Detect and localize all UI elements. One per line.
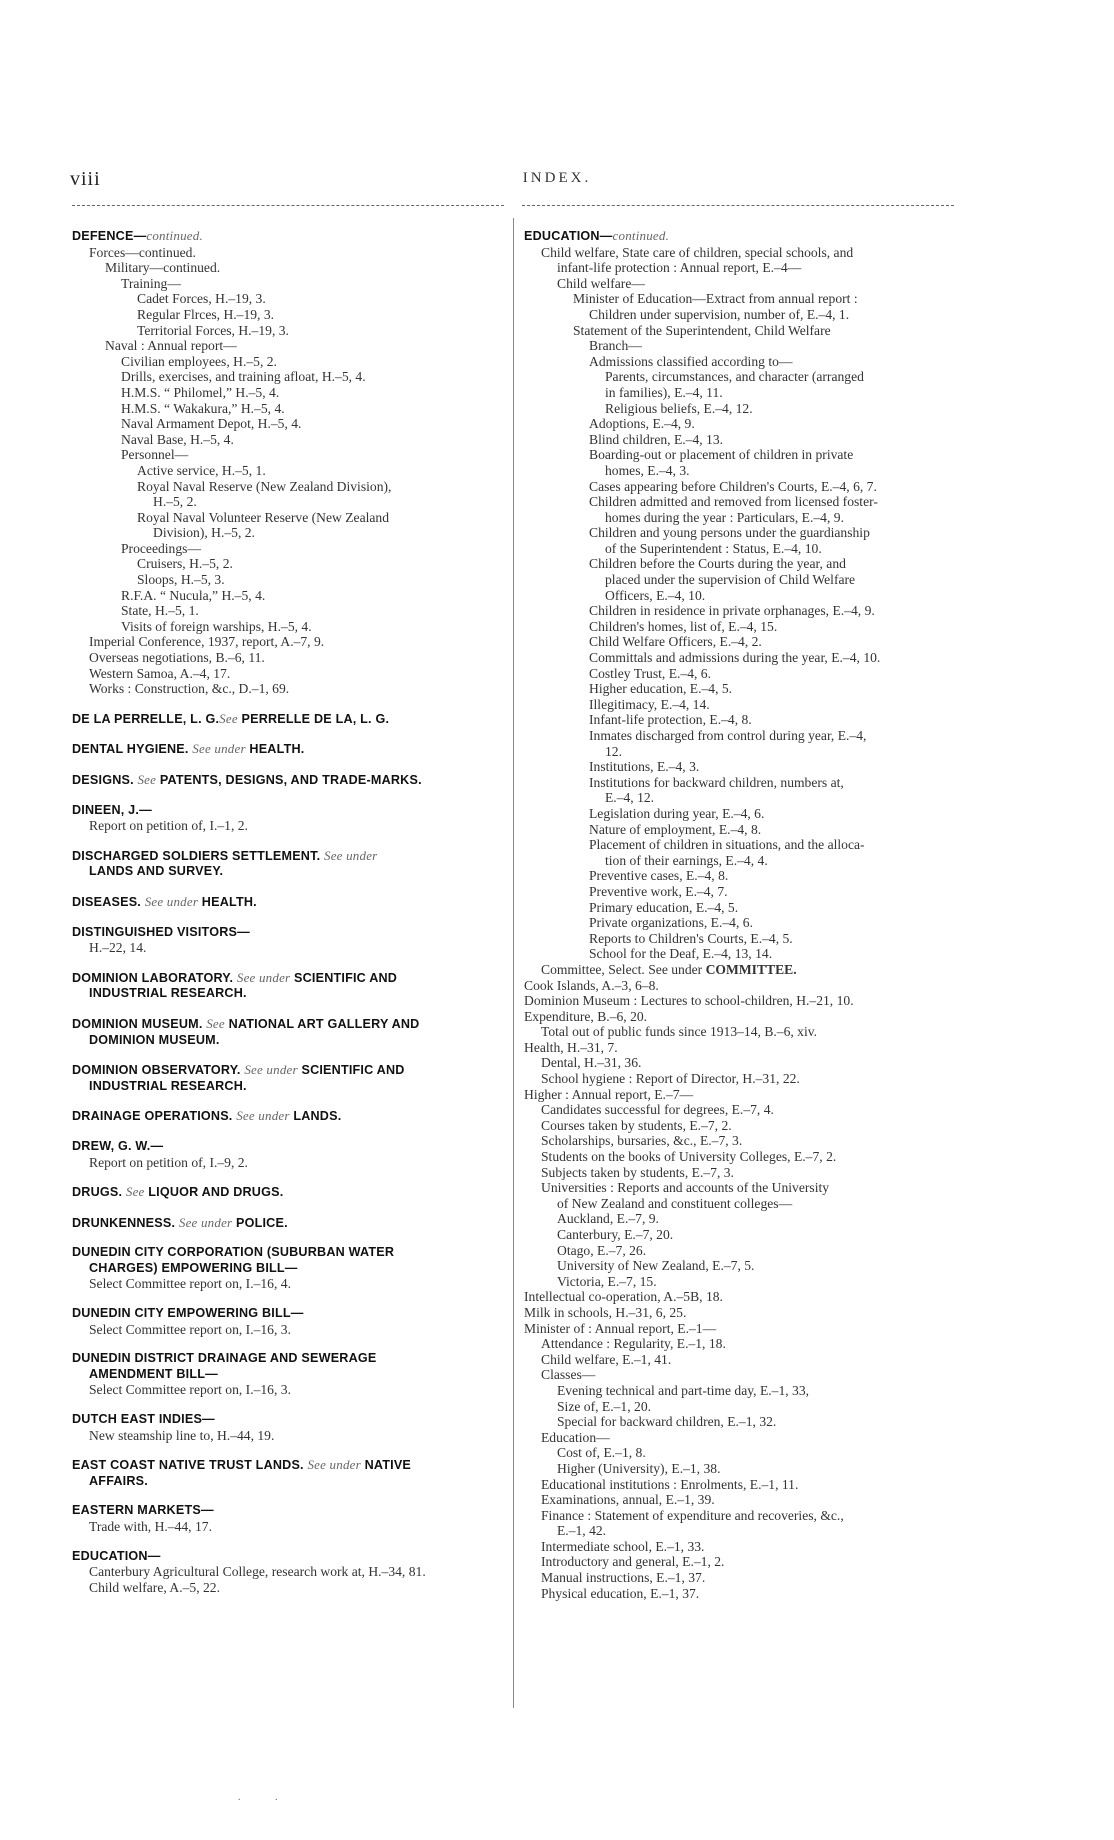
index-entry: Children before the Courts during the year, and [589, 556, 846, 572]
index-entry: Western Samoa, A.–4, 17. [89, 665, 231, 681]
index-entry: Candidates successful for degrees, E.–7, 4. [541, 1102, 774, 1118]
index-entry: Naval : Annual report— [105, 338, 237, 354]
index-entry: of New Zealand and constituent colleges— [557, 1195, 793, 1211]
index-heading: EDUCATION—continued. [524, 228, 670, 243]
index-entry: H.–5, 2. [153, 494, 197, 510]
index-entry: placed under the supervision of Child Welfare [605, 572, 856, 588]
index-entry: H.–22, 14. [89, 940, 147, 956]
index-entry: Overseas negotiations, B.–6, 11. [89, 650, 265, 666]
index-entry: Child Welfare Officers, E.–4, 2. [589, 634, 762, 650]
index-entry: tion of their earnings, E.–4, 4. [605, 852, 768, 868]
index-heading: LANDS AND SURVEY. [89, 864, 224, 879]
index-entry: Special for backward children, E.–1, 32. [557, 1414, 777, 1430]
index-entry: Regular Flrces, H.–19, 3. [137, 306, 275, 322]
index-entry: Blind children, E.–4, 13. [589, 431, 724, 447]
index-entry: Branch— [589, 338, 642, 354]
index-heading: DINEEN, J.— [72, 802, 152, 817]
index-entry: Introductory and general, E.–1, 2. [541, 1554, 725, 1570]
index-heading: DOMINION LABORATORY. See under SCIENTIFIC AND [72, 969, 398, 985]
index-entry: Attendance : Regularity, E.–1, 18. [541, 1336, 726, 1352]
index-entry: Minister of Education—Extract from annual report : [573, 291, 858, 307]
index-entry: Illegitimacy, E.–4, 14. [589, 696, 710, 712]
index-heading: DOMINION MUSEUM. See NATIONAL ART GALLERY AND [72, 1015, 420, 1031]
page-number: viii [70, 168, 101, 190]
index-entry: Children and young persons under the guardianship [589, 525, 870, 541]
index-entry: Scholarships, bursaries, &c., E.–7, 3. [541, 1133, 743, 1149]
index-entry: Placement of children in situations, and the alloca- [589, 837, 865, 853]
index-entry: Boarding-out or placement of children in private [589, 447, 854, 463]
index-entry: homes, E.–4, 3. [605, 462, 690, 478]
index-entry: Parents, circumstances, and character (arranged [605, 369, 864, 385]
index-entry: Officers, E.–4, 10. [605, 587, 706, 603]
index-entry: Institutions for backward children, numbers at, [589, 774, 844, 790]
index-entry: Minister of : Annual report, E.–1— [524, 1320, 717, 1336]
index-entry: Report on petition of, I.–9, 2. [89, 1154, 248, 1170]
index-entry: Select Committee report on, I.–16, 3. [89, 1321, 291, 1337]
index-entry: Admissions classified according to— [589, 353, 793, 369]
index-entry: Otago, E.–7, 26. [557, 1242, 647, 1258]
index-entry: Canterbury Agricultural College, research work at, H.–34, 81. [89, 1564, 426, 1580]
index-entry: Higher (University), E.–1, 38. [557, 1460, 721, 1476]
index-entry: Infant-life protection, E.–4, 8. [589, 712, 752, 728]
index-entry: Naval Armament Depot, H.–5, 4. [121, 416, 302, 432]
index-heading: DISEASES. See under HEALTH. [72, 893, 257, 909]
index-entry: Forces—continued. [89, 244, 196, 260]
index-entry: Examinations, annual, E.–1, 39. [541, 1492, 715, 1508]
index-entry: Evening technical and part-time day, E.–1, 33, [557, 1382, 810, 1398]
index-entry: Children's homes, list of, E.–4, 15. [589, 618, 778, 634]
index-entry: Training— [121, 275, 181, 291]
index-heading: DUTCH EAST INDIES— [72, 1412, 215, 1427]
index-entry: 12. [605, 743, 622, 759]
index-entry: Cost of, E.–1, 8. [557, 1445, 646, 1461]
index-entry: Civilian employees, H.–5, 2. [121, 353, 277, 369]
index-entry: Universities : Reports and accounts of the University [541, 1180, 830, 1196]
index-entry: Child welfare, A.–5, 22. [89, 1579, 221, 1595]
index-entry: Child welfare— [557, 275, 645, 291]
index-heading: DUNEDIN CITY CORPORATION (SUBURBAN WATER [72, 1245, 395, 1260]
index-entry: Naval Base, H.–5, 4. [121, 431, 234, 447]
index-heading: DE LA PERRELLE, L. G.See PERRELLE DE LA, L. G. [72, 710, 390, 726]
index-entry: Preventive work, E.–4, 7. [589, 883, 728, 899]
index-heading: DUNEDIN CITY EMPOWERING BILL— [72, 1306, 304, 1321]
index-heading: EAST COAST NATIVE TRUST LANDS. See under NATIVE [72, 1457, 412, 1473]
index-entry: School hygiene : Report of Director, H.–31, 22. [541, 1071, 800, 1087]
index-entry: Active service, H.–5, 1. [137, 462, 266, 478]
index-entry: Reports to Children's Courts, E.–4, 5. [589, 930, 793, 946]
index-entry: in families), E.–4, 11. [605, 384, 723, 400]
index-entry: Subjects taken by students, E.–7, 3. [541, 1164, 734, 1180]
index-entry: Children in residence in private orphanages, E.–4, 9. [589, 603, 875, 619]
page-footer-marks: . . [238, 1792, 294, 1803]
index-heading: DEFENCE—continued. [72, 228, 203, 243]
index-entry: Physical education, E.–1, 37. [541, 1585, 700, 1601]
index-heading: DISCHARGED SOLDIERS SETTLEMENT. See under [72, 847, 378, 863]
index-heading: INDUSTRIAL RESEARCH. [89, 1078, 247, 1093]
index-entry: Expenditure, B.–6, 20. [524, 1008, 648, 1024]
index-entry: Adoptions, E.–4, 9. [589, 416, 695, 432]
page-title: INDEX. [522, 170, 592, 186]
index-heading: DRUGS. See LIQUOR AND DRUGS. [72, 1184, 284, 1200]
index-entry: Children under supervision, number of, E.–4, 1. [589, 306, 850, 322]
index-heading: DESIGNS. See PATENTS, DESIGNS, AND TRADE-MARKS. [72, 772, 422, 787]
index-entry: Territorial Forces, H.–19, 3. [137, 322, 289, 338]
index-entry: H.M.S. “ Philomel,” H.–5, 4. [121, 384, 280, 400]
index-entry: Committee, Select. See under COMMITTEE. [541, 961, 797, 977]
index-entry: Royal Naval Volunteer Reserve (New Zealand [137, 509, 390, 525]
index-column-left [72, 228, 502, 1595]
index-entry: Trade with, H.–44, 17. [89, 1519, 212, 1534]
index-entry: R.F.A. “ Nucula,” H.–5, 4. [121, 587, 266, 603]
index-entry: Select Committee report on, I.–16, 3. [89, 1382, 291, 1398]
header-rule-left [72, 205, 504, 206]
index-entry: New steamship line to, H.–44, 19. [89, 1427, 275, 1443]
index-entry: Educational institutions : Enrolments, E.–1, 11. [541, 1476, 799, 1492]
index-entry: E.–1, 42. [557, 1523, 607, 1539]
index-entry: Primary education, E.–4, 5. [589, 899, 739, 915]
index-heading: DENTAL HYGIENE. See under HEALTH. [72, 741, 305, 757]
index-entry: Cases appearing before Children's Courts, E.–4, 6, 7. [589, 478, 877, 494]
index-entry: Size of, E.–1, 20. [557, 1398, 652, 1414]
index-entry: University of New Zealand, E.–7, 5. [557, 1258, 755, 1274]
index-entry: Military—continued. [105, 260, 221, 276]
index-entry: Cruisers, H.–5, 2. [137, 556, 233, 572]
column-divider [513, 218, 514, 1708]
index-entry: Manual instructions, E.–1, 37. [541, 1570, 706, 1586]
index-entry: Classes— [541, 1367, 596, 1383]
header-rule-right [522, 205, 954, 206]
index-entry: Higher education, E.–4, 5. [589, 681, 733, 697]
index-entry: Finance : Statement of expenditure and recoveries, &c., [541, 1507, 844, 1523]
index-entry: Nature of employment, E.–4, 8. [589, 821, 762, 837]
index-entry: Imperial Conference, 1937, report, A.–7, 9. [89, 634, 325, 650]
index-heading: DISTINGUISHED VISITORS— [72, 924, 250, 939]
index-heading: AMENDMENT BILL— [89, 1366, 218, 1381]
index-entry: H.M.S. “ Wakakura,” H.–5, 4. [121, 400, 285, 416]
index-entry: Royal Naval Reserve (New Zealand Division), [137, 478, 392, 494]
index-entry: Costley Trust, E.–4, 6. [589, 665, 711, 681]
index-entry: Preventive cases, E.–4, 8. [589, 868, 729, 884]
index-column-right [524, 228, 954, 1601]
index-heading: EASTERN MARKETS— [72, 1503, 214, 1518]
index-entry: Committals and admissions during the year, E.–4, 10. [589, 650, 881, 666]
index-heading: INDUSTRIAL RESEARCH. [89, 986, 247, 1001]
index-heading: DRAINAGE OPERATIONS. See under LANDS. [72, 1108, 342, 1124]
index-heading: DUNEDIN DISTRICT DRAINAGE AND SEWERAGE [72, 1351, 377, 1366]
index-entry: Auckland, E.–7, 9. [557, 1211, 659, 1227]
index-entry: Cook Islands, A.–3, 6–8. [524, 977, 659, 993]
index-entry: Milk in schools, H.–31, 6, 25. [524, 1304, 687, 1320]
index-entry: Victoria, E.–7, 15. [557, 1273, 657, 1289]
index-entry: Child welfare, State care of children, special schools, and [541, 244, 854, 260]
index-heading: DREW, G. W.— [72, 1138, 164, 1153]
index-entry: Intellectual co-operation, A.–5B, 18. [524, 1289, 723, 1305]
index-heading: DRUNKENNESS. See under POLICE. [72, 1214, 288, 1230]
index-entry: homes during the year : Particulars, E.–4, 9. [605, 509, 844, 525]
index-entry: School for the Deaf, E.–4, 13, 14. [589, 946, 773, 962]
index-entry: Proceedings— [121, 540, 202, 556]
index-entry: Personnel— [121, 447, 189, 463]
index-entry: Cadet Forces, H.–19, 3. [137, 291, 266, 307]
index-entry: Intermediate school, E.–1, 33. [541, 1538, 705, 1554]
index-heading: EDUCATION— [72, 1548, 161, 1563]
index-heading: CHARGES) EMPOWERING BILL— [89, 1260, 298, 1275]
index-entry: Courses taken by students, E.–7, 2. [541, 1117, 732, 1133]
index-entry: Canterbury, E.–7, 20. [557, 1227, 674, 1242]
index-entry: E.–4, 12. [605, 790, 655, 806]
index-entry: Visits of foreign warships, H.–5, 4. [121, 618, 312, 634]
index-entry: infant-life protection : Annual report, E.–4— [557, 260, 802, 276]
index-entry: Children admitted and removed from licensed foster- [589, 494, 878, 510]
index-entry: Inmates discharged from control during year, E.–4, [589, 728, 867, 743]
index-entry: Dominion Museum : Lectures to school-children, H.–21, 10. [524, 993, 854, 1009]
index-entry: Students on the books of University Colleges, E.–7, 2. [541, 1149, 837, 1165]
index-entry: Higher : Annual report, E.–7— [524, 1086, 694, 1102]
index-entry: Works : Construction, &c., D.–1, 69. [89, 681, 290, 697]
index-entry: Sloops, H.–5, 3. [137, 572, 225, 588]
index-heading: DOMINION OBSERVATORY. See under SCIENTIFIC AND [72, 1062, 405, 1078]
index-entry: Statement of the Superintendent, Child Welfare [573, 322, 831, 338]
index-entry: State, H.–5, 1. [121, 603, 199, 619]
index-entry: Institutions, E.–4, 3. [589, 759, 700, 775]
index-entry: Legislation during year, E.–4, 6. [589, 805, 765, 821]
index-entry: Select Committee report on, I.–16, 4. [89, 1276, 291, 1292]
index-entry: Division), H.–5, 2. [153, 525, 255, 541]
index-entry: Total out of public funds since 1913–14, B.–6, xiv. [541, 1024, 818, 1040]
index-entry: Health, H.–31, 7. [524, 1039, 618, 1055]
index-entry: Child welfare, E.–1, 41. [541, 1351, 672, 1367]
index-heading: AFFAIRS. [89, 1473, 148, 1488]
index-entry: Private organizations, E.–4, 6. [589, 915, 753, 931]
index-entry: of the Superintendent : Status, E.–4, 10. [605, 540, 822, 556]
index-entry: Religious beliefs, E.–4, 12. [605, 400, 753, 416]
index-heading: DOMINION MUSEUM. [89, 1032, 220, 1047]
index-entry: Report on petition of, I.–1, 2. [89, 818, 248, 834]
index-entry: Education— [541, 1429, 610, 1445]
index-entry: Drills, exercises, and training afloat, H.–5, 4. [121, 369, 366, 385]
index-entry: Dental, H.–31, 36. [541, 1055, 642, 1071]
